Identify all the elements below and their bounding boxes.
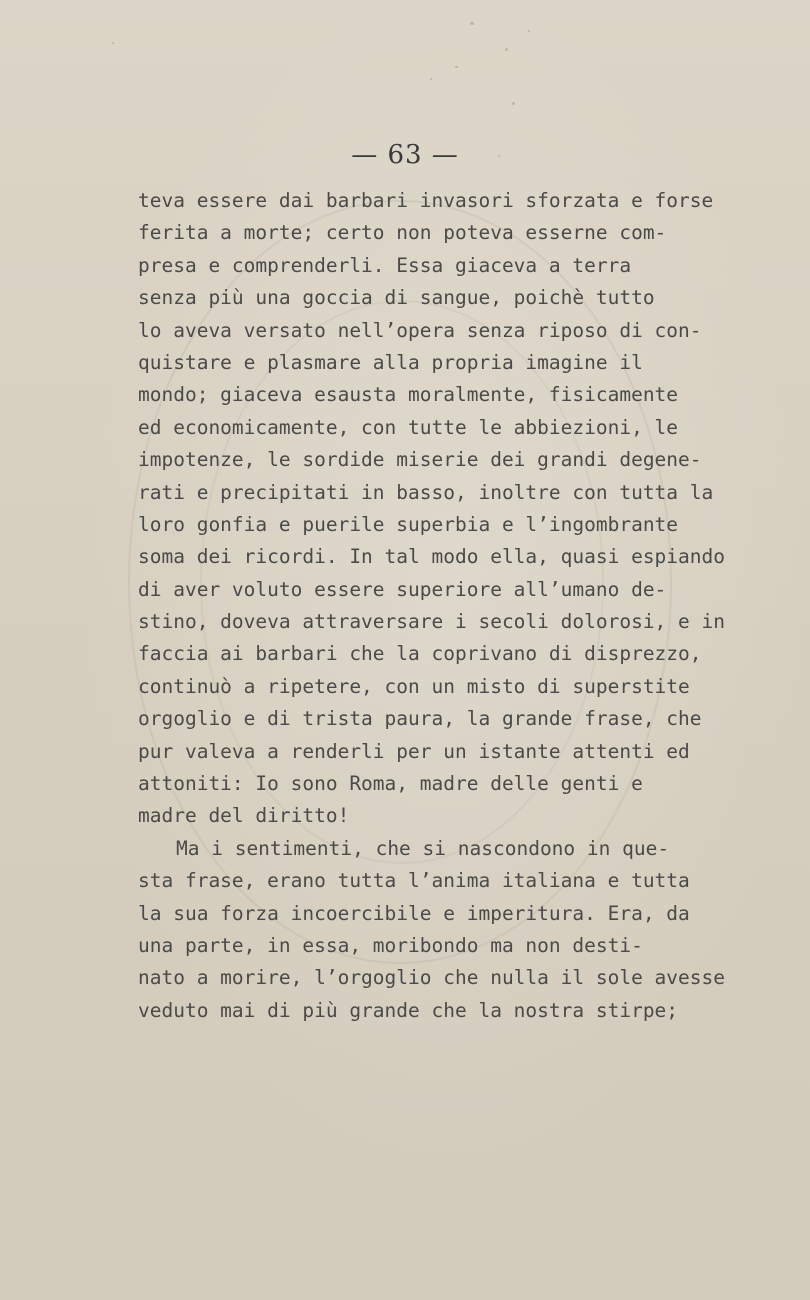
text-line: nato a morire, l’orgoglio che nulla il sole avesse <box>138 966 725 990</box>
text-line: pur valeva a renderli per un istante attenti ed <box>138 739 690 763</box>
text-line: impotenze, le sordide miserie dei grandi degene- <box>138 448 702 472</box>
text-line: mondo; giaceva esausta moralmente, fisicamente <box>138 383 679 407</box>
text-line: soma dei ricordi. In tal modo ella, quasi espiando <box>138 545 725 569</box>
text-line: veduto mai di più grande che la nostra stirpe; <box>138 998 679 1022</box>
text-line: teva essere dai barbari invasori sforzata e forse <box>138 189 714 212</box>
text-line: presa e comprenderli. Essa giaceva a terra <box>138 253 632 277</box>
paper-speckle <box>505 48 508 51</box>
text-line: la sua forza incoercibile e imperitura. Era, da <box>138 901 690 925</box>
body-text <box>138 185 725 1027</box>
text-line: senza più una goccia di sangue, poichè tutto <box>138 286 655 310</box>
page-number: — 63 — <box>351 140 459 170</box>
text-line: sta frase, erano tutta l’anima italiana e tutta <box>138 869 690 893</box>
paper-speckle <box>430 78 432 80</box>
text-line: ed economicamente, con tutte le abbiezioni, le <box>138 415 679 439</box>
paragraph <box>138 833 725 1027</box>
text-line: una parte, in essa, moribondo ma non desti- <box>138 933 643 957</box>
text-line: continuò a ripetere, con un misto di superstite <box>138 674 690 698</box>
text-line: rati e precipitati in basso, inoltre con tutta la <box>138 480 714 504</box>
text-line: lo aveva versato nell’opera senza riposo di con- <box>138 318 702 342</box>
paper-speckle <box>112 42 114 44</box>
paper-speckle <box>455 66 458 68</box>
text-line: faccia ai barbari che la coprivano di disprezzo, <box>138 642 702 666</box>
text-line: madre del diritto! <box>138 804 350 828</box>
text-line: orgoglio e di trista paura, la grande frase, che <box>138 707 702 731</box>
text-line: stino, doveva attraversare i secoli dolorosi, e in <box>138 610 725 634</box>
paragraph <box>138 185 725 833</box>
text-line: ferita a morte; certo non poteva esserne com- <box>138 221 667 245</box>
paper-speckle <box>528 30 530 32</box>
paper-speckle <box>512 102 515 105</box>
text-line: loro gonfia e puerile superbia e l’ingombrante <box>138 512 679 536</box>
text-line: Ma i sentimenti, che si nascondono in que- <box>176 836 670 860</box>
text-line: quistare e plasmare alla propria imagine il <box>138 350 643 374</box>
text-line: attoniti: Io sono Roma, madre delle genti e <box>138 772 643 796</box>
paper-speckle <box>470 22 474 25</box>
text-line: di aver voluto essere superiore all’umano de- <box>138 577 667 601</box>
